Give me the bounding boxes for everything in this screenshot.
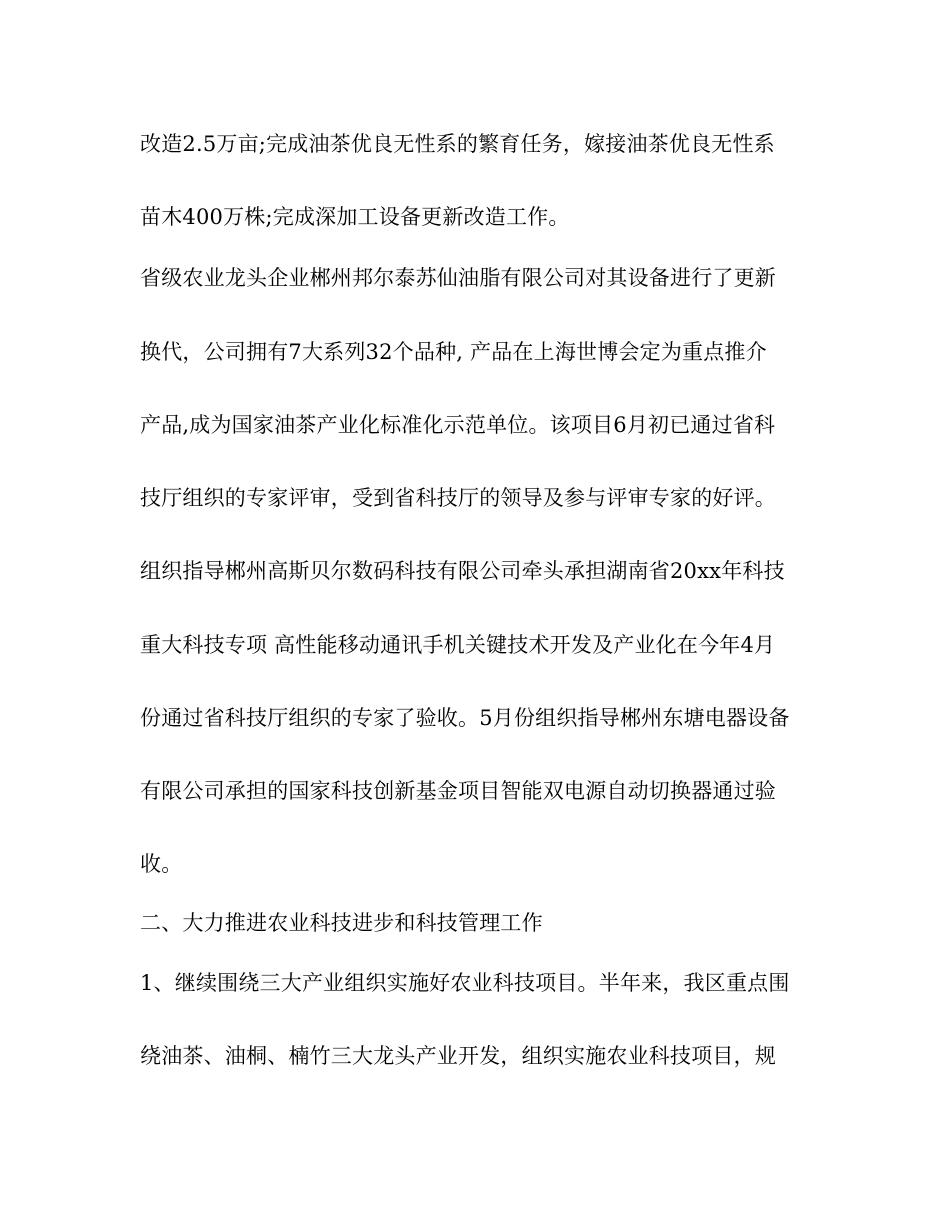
text-line: 苗木400万株;完成深加工设备更新改造工作。 [140,205,570,229]
text-line: 重大科技专项 高性能移动通讯手机关键技术开发及产业化在今年4月 [140,633,776,657]
text-line: 收。 [140,852,183,876]
text-line: 产品,成为国家油茶产业化标准化示范单位。该项目6月初已通过省科 [140,413,776,437]
text-line: 组织指导郴州高斯贝尔数码科技有限公司牵头承担湖南省20xx年科技 [140,559,785,583]
section-heading: 二、大力推进农业科技进步和科技管理工作 [140,911,543,935]
text-line: 换代，公司拥有7大系列32个品种, 产品在上海世博会定为重点推介 [140,340,767,364]
text-line: 1、继续围绕三大产业组织实施好农业科技项目。半年来，我区重点围 [140,971,790,995]
text-line: 省级农业龙头企业郴州邦尔泰苏仙油脂有限公司对其设备进行了更新 [140,266,776,290]
text-line: 绕油茶、油桐、楠竹三大龙头产业开发，组织实施农业科技项目，规 [140,1044,776,1068]
text-line: 有限公司承担的国家科技创新基金项目智能双电源自动切换器通过验 [140,779,776,803]
text-line: 份通过省科技厅组织的专家了验收。5月份组织指导郴州东塘电器设备 [140,706,790,730]
text-line: 改造2.5万亩;完成油茶优良无性系的繁育任务，嫁接油茶优良无性系 [140,132,775,156]
text-line: 技厅组织的专家评审，受到省科技厅的领导及参与评审专家的好评。 [140,486,776,510]
